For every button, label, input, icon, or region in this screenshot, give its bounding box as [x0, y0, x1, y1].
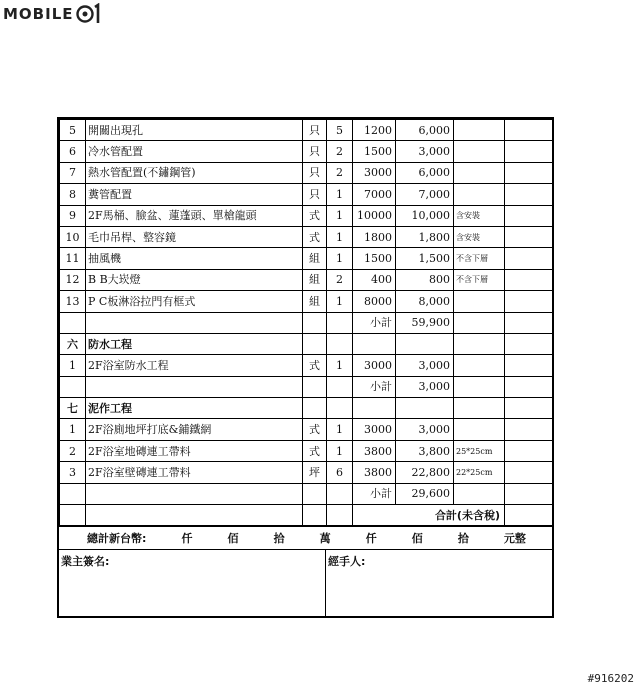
table-row — [60, 419, 553, 440]
section-number: 七 — [60, 398, 86, 419]
item-note — [454, 184, 505, 205]
item-name: 抽風機 — [86, 248, 303, 269]
blank-cell — [86, 312, 303, 333]
total-words-unit: 元整 — [503, 532, 526, 546]
item-unit-price: 1500 — [353, 141, 396, 162]
item-amount: 3,800 — [396, 440, 454, 461]
item-unit-price: 7000 — [353, 184, 396, 205]
blank-cell — [327, 376, 353, 397]
item-number: 6 — [60, 141, 86, 162]
total-words-unit: 仟 — [365, 532, 377, 546]
table-row — [60, 120, 553, 141]
blank-cell — [505, 505, 553, 526]
item-quantity: 1 — [327, 440, 353, 461]
blank-cell — [86, 505, 303, 526]
blank-cell — [505, 291, 553, 312]
item-note — [454, 355, 505, 376]
item-unit-price: 8000 — [353, 291, 396, 312]
blank-cell — [327, 398, 353, 419]
blank-cell — [327, 333, 353, 354]
item-amount: 6,000 — [396, 162, 454, 183]
blank-cell — [353, 398, 396, 419]
item-unit-price: 10000 — [353, 205, 396, 226]
item-note: 含安裝 — [454, 226, 505, 247]
table-row — [60, 248, 553, 269]
blank-cell — [60, 376, 86, 397]
total-words-unit: 佰 — [227, 532, 239, 546]
blank-cell — [505, 184, 553, 205]
item-unit-price: 3000 — [353, 162, 396, 183]
item-quantity: 6 — [327, 462, 353, 483]
blank-cell — [60, 312, 86, 333]
logo-text: MOBILE — [3, 5, 74, 23]
total-words-unit: 萬 — [319, 532, 331, 546]
item-note: 25*25cm — [454, 440, 505, 461]
item-note: 含安裝 — [454, 205, 505, 226]
item-name: 2F浴室壁磚連工帶料 — [86, 462, 303, 483]
item-number: 3 — [60, 462, 86, 483]
blank-cell — [505, 162, 553, 183]
section-number: 六 — [60, 333, 86, 354]
item-number: 9 — [60, 205, 86, 226]
item-name: 2F浴室防水工程 — [86, 355, 303, 376]
blank-cell — [505, 355, 553, 376]
mobile01-logo — [3, 2, 102, 26]
blank-cell — [303, 376, 327, 397]
item-name: 開關出現孔 — [86, 120, 303, 141]
blank-cell — [505, 333, 553, 354]
item-quantity: 5 — [327, 120, 353, 141]
blank-cell — [505, 440, 553, 461]
blank-cell — [505, 483, 553, 504]
signature-area — [59, 549, 552, 616]
total-words-unit: 佰 — [411, 532, 423, 546]
blank-cell — [505, 120, 553, 141]
blank-cell — [454, 376, 505, 397]
table-row — [60, 162, 553, 183]
blank-cell — [505, 226, 553, 247]
item-number: 10 — [60, 226, 86, 247]
item-amount: 8,000 — [396, 291, 454, 312]
items-table — [59, 119, 553, 526]
subtotal-row — [60, 376, 553, 397]
item-amount: 3,000 — [396, 355, 454, 376]
item-amount: 1,800 — [396, 226, 454, 247]
subtotal-amount: 3,000 — [396, 376, 454, 397]
blank-cell — [353, 333, 396, 354]
item-note: 不含下層 — [454, 248, 505, 269]
item-quantity: 1 — [327, 355, 353, 376]
subtotal-amount: 29,600 — [396, 483, 454, 504]
total-words-unit: 拾 — [273, 532, 285, 546]
blank-cell — [327, 312, 353, 333]
item-number: 8 — [60, 184, 86, 205]
item-unit-price: 3000 — [353, 419, 396, 440]
item-unit: 式 — [303, 419, 327, 440]
blank-cell — [327, 505, 353, 526]
blank-cell — [327, 483, 353, 504]
table-row — [60, 141, 553, 162]
grand-total-label: 合計(未含稅) — [353, 505, 505, 526]
item-note — [454, 291, 505, 312]
item-quantity: 1 — [327, 184, 353, 205]
item-quantity: 2 — [327, 162, 353, 183]
item-unit: 組 — [303, 248, 327, 269]
blank-cell — [454, 398, 505, 419]
item-unit: 式 — [303, 355, 327, 376]
item-unit: 坪 — [303, 462, 327, 483]
section-header-row — [60, 398, 553, 419]
grand-total-row — [60, 505, 553, 526]
item-unit: 式 — [303, 226, 327, 247]
table-row — [60, 462, 553, 483]
subtotal-row — [60, 483, 553, 504]
item-number: 11 — [60, 248, 86, 269]
subtotal-row — [60, 312, 553, 333]
blank-cell — [454, 312, 505, 333]
subtotal-label: 小計 — [353, 483, 396, 504]
blank-cell — [396, 398, 454, 419]
total-words-label: 總計新台幣: — [87, 532, 147, 546]
item-note: 22*25cm — [454, 462, 505, 483]
blank-cell — [303, 333, 327, 354]
blank-cell — [505, 462, 553, 483]
blank-cell — [60, 505, 86, 526]
item-unit: 式 — [303, 205, 327, 226]
item-unit-price: 3000 — [353, 355, 396, 376]
item-amount: 6,000 — [396, 120, 454, 141]
item-unit-price: 1200 — [353, 120, 396, 141]
item-note — [454, 162, 505, 183]
item-number: 1 — [60, 355, 86, 376]
item-quantity: 1 — [327, 291, 353, 312]
blank-cell — [396, 333, 454, 354]
blank-cell — [303, 505, 327, 526]
table-row — [60, 226, 553, 247]
owner-signature-cell[interactable] — [59, 550, 326, 616]
item-quantity: 1 — [327, 419, 353, 440]
total-amount-words — [59, 526, 552, 549]
item-note — [454, 120, 505, 141]
subtotal-label: 小計 — [353, 376, 396, 397]
owner-signature-label: 業主簽名: — [61, 555, 110, 569]
item-note — [454, 419, 505, 440]
subtotal-label: 小計 — [353, 312, 396, 333]
blank-cell — [505, 312, 553, 333]
item-unit: 只 — [303, 120, 327, 141]
table-row — [60, 291, 553, 312]
item-unit: 只 — [303, 184, 327, 205]
blank-cell — [303, 483, 327, 504]
blank-cell — [505, 269, 553, 290]
blank-cell — [60, 483, 86, 504]
item-number: 13 — [60, 291, 86, 312]
item-unit-price: 3800 — [353, 462, 396, 483]
item-amount: 22,800 — [396, 462, 454, 483]
blank-cell — [505, 141, 553, 162]
item-name: 2F浴廁地坪打底&鋪鐵網 — [86, 419, 303, 440]
item-quantity: 1 — [327, 226, 353, 247]
item-amount: 3,000 — [396, 141, 454, 162]
section-title: 泥作工程 — [86, 398, 303, 419]
item-name: P C板淋浴拉門有框式 — [86, 291, 303, 312]
handler-signature-cell[interactable] — [326, 550, 552, 616]
table-row — [60, 355, 553, 376]
quotation-sheet — [57, 117, 554, 618]
item-unit-price: 3800 — [353, 440, 396, 461]
blank-cell — [505, 248, 553, 269]
item-number: 1 — [60, 419, 86, 440]
blank-cell — [86, 483, 303, 504]
blank-cell — [505, 376, 553, 397]
item-unit: 只 — [303, 141, 327, 162]
handler-signature-label: 經手人: — [328, 555, 366, 569]
item-number: 5 — [60, 120, 86, 141]
blank-cell — [505, 398, 553, 419]
item-amount: 3,000 — [396, 419, 454, 440]
item-unit: 組 — [303, 291, 327, 312]
item-note: 不含下層 — [454, 269, 505, 290]
item-name: B B大崁燈 — [86, 269, 303, 290]
table-row — [60, 440, 553, 461]
section-title: 防水工程 — [86, 333, 303, 354]
image-watermark: #916202 — [587, 672, 634, 685]
item-note — [454, 141, 505, 162]
item-name: 2F馬桶、臉盆、蓮蓬頭、單槍龍頭 — [86, 205, 303, 226]
item-name: 毛巾吊桿、整容鏡 — [86, 226, 303, 247]
item-amount: 7,000 — [396, 184, 454, 205]
item-number: 2 — [60, 440, 86, 461]
item-unit-price: 400 — [353, 269, 396, 290]
blank-cell — [86, 376, 303, 397]
item-name: 2F浴室地磚連工帶料 — [86, 440, 303, 461]
item-unit: 式 — [303, 440, 327, 461]
subtotal-amount: 59,900 — [396, 312, 454, 333]
table-row — [60, 205, 553, 226]
item-name: 冷水管配置 — [86, 141, 303, 162]
blank-cell — [303, 398, 327, 419]
item-unit: 組 — [303, 269, 327, 290]
item-number: 12 — [60, 269, 86, 290]
logo-01-icon — [76, 3, 102, 25]
item-name: 熱水管配置(不鏽鋼管) — [86, 162, 303, 183]
item-unit-price: 1500 — [353, 248, 396, 269]
item-amount: 10,000 — [396, 205, 454, 226]
item-quantity: 1 — [327, 205, 353, 226]
blank-cell — [454, 333, 505, 354]
item-amount: 1,500 — [396, 248, 454, 269]
total-words-unit: 拾 — [457, 532, 469, 546]
item-amount: 800 — [396, 269, 454, 290]
item-quantity: 1 — [327, 248, 353, 269]
blank-cell — [454, 483, 505, 504]
total-words-unit: 仟 — [181, 532, 193, 546]
item-number: 7 — [60, 162, 86, 183]
item-name: 糞管配置 — [86, 184, 303, 205]
item-unit-price: 1800 — [353, 226, 396, 247]
blank-cell — [303, 312, 327, 333]
section-header-row — [60, 333, 553, 354]
blank-cell — [505, 205, 553, 226]
item-quantity: 2 — [327, 141, 353, 162]
item-quantity: 2 — [327, 269, 353, 290]
item-unit: 只 — [303, 162, 327, 183]
table-row — [60, 269, 553, 290]
table-row — [60, 184, 553, 205]
blank-cell — [505, 419, 553, 440]
